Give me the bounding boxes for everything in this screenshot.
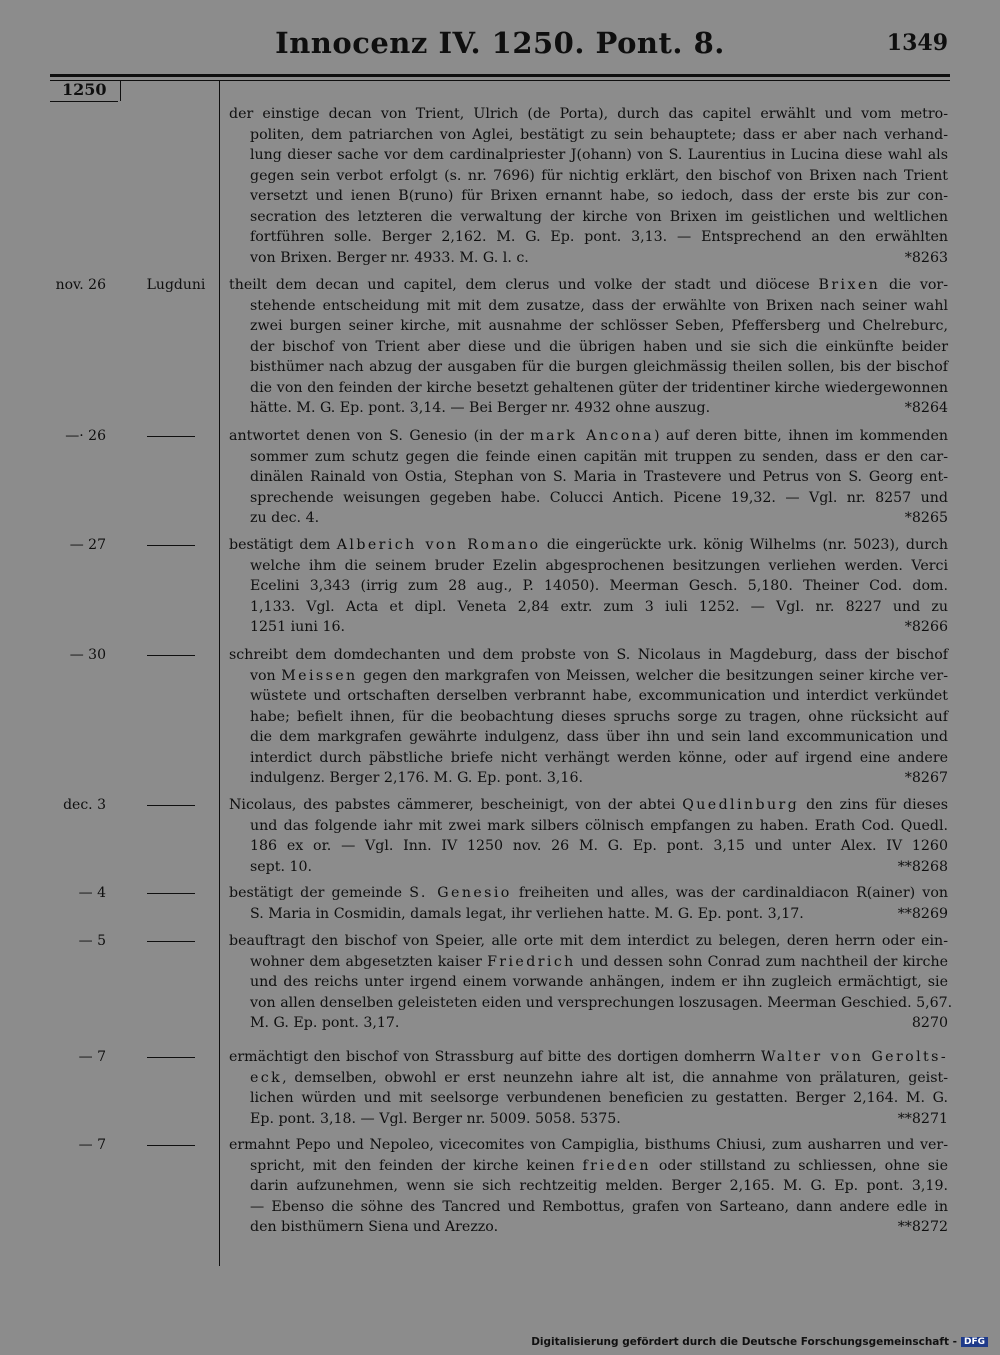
footer <box>531 1336 988 1348</box>
entry-date: nov. 26 <box>55 277 106 293</box>
text-run: , demselben, obwohl er erst neunzehn iahre alt ist, die annahme von prälaturen, geist- <box>282 1069 948 1086</box>
text-line-last <box>229 248 948 269</box>
text-run: schreibt dem domdechanten und dem probste von S. Nicolaus in Magdeburg, dass der bischof <box>229 647 948 663</box>
text-run: von allen denselben geleisteten eiden und versprechungen loszusagen. Meerman Geschied. 5,67. <box>250 994 953 1011</box>
spaced-name: Walter von Gerolts- <box>760 1049 949 1065</box>
text-run: fortführen solle. Berger 2,162. M. G. Ep. pont. 3,13. — Entsprechend an den erwählten <box>250 229 948 245</box>
text-line-last <box>229 1013 948 1034</box>
entry-date: —· 26 <box>65 428 106 444</box>
year-label: 1250 <box>62 80 107 99</box>
text-run: darin aufzunehmen, wenn sie sich rechtzeitig melden. Berger 2,165. M. G. Ep. pont. 3,19. <box>250 1178 948 1194</box>
text-line-last <box>229 1217 948 1238</box>
entry-date: — 7 <box>78 1049 106 1065</box>
text-line <box>229 535 948 556</box>
text-run: gegen den markgrafen von Meissen, welcher die besitzungen seiner kirche ver- <box>357 667 948 684</box>
footer-text: Digitalisierung gefördert durch die Deutsche Forschungsgemeinschaft - <box>531 1336 957 1348</box>
text-line <box>229 275 948 296</box>
place-ditto-dash <box>147 655 195 656</box>
text-line-last <box>229 768 948 789</box>
text-line <box>229 748 948 769</box>
spaced-name: Friedrich <box>487 953 576 970</box>
text-line-last <box>229 398 948 419</box>
text-line <box>229 576 948 597</box>
text-run: secration des letzteren die verwaltung der kirche von Brixen im geistlichen und weltlichen <box>250 208 948 225</box>
text-line <box>229 686 948 707</box>
place-ditto-dash <box>147 1145 195 1146</box>
text-run: bestätigt dem <box>229 537 337 553</box>
text-line <box>229 337 948 358</box>
text-line <box>229 227 948 248</box>
text-line <box>229 104 948 125</box>
regest-number: *8265 <box>904 510 948 526</box>
text-run: zwei burgen seiner kirche, mit ausnahme der schlösser Seben, Pfeffersberg und Chelreburc, <box>250 318 948 334</box>
entry-text <box>229 275 948 419</box>
regest-number: **8268 <box>897 858 948 875</box>
spaced-name: Quedlinburg <box>682 797 800 813</box>
text-run: dinälen Rainald von Ostia, Stephan von S. Maria in Trastevere und Petrus von S. Georg ent- <box>250 469 948 485</box>
text-line <box>229 1068 948 1089</box>
place-ditto-dash <box>147 545 195 546</box>
text-line-last <box>229 508 948 529</box>
text-run: interdict durch päbstliche briefe nicht verhängt werden könne, oder auf irgend eine andere <box>250 749 948 766</box>
entry-text <box>229 645 948 789</box>
text-run: versetzt und ienen B(runo) für Brixen ernannt habe, so iedoch, dass der erste bis zur con- <box>250 188 948 204</box>
text-run: lung dieser sache vor dem cardinalpriester J(ohann) von S. Laurentius in Lucina diese wahl als <box>250 147 948 163</box>
text-run: zu dec. 4. <box>250 510 320 526</box>
regest-number: **8269 <box>897 905 948 922</box>
text-line <box>229 666 948 687</box>
text-line <box>229 795 948 816</box>
entry-text <box>229 104 948 268</box>
text-run: ) auf deren bitte, ihnen im kommenden <box>653 428 949 444</box>
entry-text <box>229 883 948 924</box>
spaced-name: Alberich von Romano <box>336 537 541 553</box>
spaced-name: mark Ancona <box>530 428 654 444</box>
text-run: den bisthümern Siena und Arezzo. <box>250 1219 499 1235</box>
text-line <box>229 1197 948 1218</box>
place-ditto-dash <box>147 436 195 437</box>
place-ditto-dash <box>147 805 195 806</box>
text-run: politen, dem patriarchen von Aglei, bestätigt zu sein behauptete; dass er aber nach verhand- <box>250 126 948 143</box>
text-line <box>229 1156 948 1177</box>
text-line <box>229 207 948 228</box>
text-line-last <box>229 1109 948 1130</box>
text-line <box>229 426 948 447</box>
text-line <box>229 972 948 993</box>
spaced-name: S. Genesio <box>409 885 512 901</box>
text-run: der einstige decan von Trient, Ulrich (de Porta), durch das capitel erwählt und vom metro- <box>229 106 948 122</box>
text-line-last <box>229 857 948 878</box>
text-run: beauftragt den bischof von Speier, alle orte mit dem interdict zu belegen, deren herrn oder ein- <box>229 933 948 949</box>
text-run: 1251 iuni 16. <box>250 619 346 635</box>
text-line <box>229 597 948 618</box>
text-line <box>229 145 948 166</box>
text-line <box>229 186 948 207</box>
text-run: welche ihm die seinem bruder Ezelin abgesprochenen besitzungen verliehen werden. Verci <box>250 557 948 574</box>
text-line <box>229 378 948 399</box>
text-run: ermahnt Pepo und Nepoleo, vicecomites von Campiglia, bisthums Chiusi, zum ausharren und ver- <box>229 1137 948 1153</box>
text-run: S. Maria in Cosmidin, damals legat, ihr verliehen hatte. M. G. Ep. pont. 3,17. <box>250 905 804 922</box>
text-line <box>229 1135 948 1156</box>
column-divider-text <box>219 81 220 1266</box>
text-line <box>229 488 948 509</box>
text-line <box>229 727 948 748</box>
entry-date: — 7 <box>78 1137 106 1153</box>
entry-place: Lugduni <box>146 277 206 293</box>
text-run: und des reichs unter irgend einem vorwande anhängen, indem er ihn zugleich ermächtigt, sie <box>250 974 948 990</box>
header-rule-thick <box>50 74 950 77</box>
regest-number: 8270 <box>911 1015 948 1031</box>
text-line <box>229 357 948 378</box>
text-run: lichen würden und mit seelsorge verbundenen beneficien zu gestatten. Berger 2,164. M. G. <box>250 1090 948 1106</box>
place-ditto-dash <box>147 893 195 894</box>
text-run: oder stillstand zu schliessen, ohne sie <box>650 1157 948 1174</box>
text-run: habe; befielt ihnen, für die beobachtung dieses spruchs sorge zu tragen, ohne rücksicht auf <box>250 708 948 725</box>
text-line <box>229 645 948 666</box>
text-line <box>229 467 948 488</box>
regest-number: *8266 <box>904 619 948 635</box>
text-run: die eingerückte urk. könig Wilhelms (nr. 5023), durch <box>540 537 948 553</box>
year-underline <box>50 101 118 102</box>
text-line <box>229 952 948 973</box>
text-line <box>229 883 948 904</box>
entry-text <box>229 535 948 638</box>
text-run: theilt dem decan und capitel, dem clerus und volke der stadt und diöcese <box>229 277 819 293</box>
text-line <box>229 166 948 187</box>
text-run: die dem markgrafen gewährte indulgenz, dass über ihn und sein land excommunication und <box>250 729 948 745</box>
page-title: Innocenz IV. 1250. Pont. 8. <box>275 26 725 60</box>
text-run: sprechende weisungen gegeben habe. Colucci Antich. Picene 19,32. — Vgl. nr. 8257 und <box>250 489 948 506</box>
text-run: stehende entscheidung mit mit dem zusatze, dass der erwählte von Brixen nach seiner wahl <box>250 297 948 314</box>
text-run: Ecelini 3,343 (irrig zum 28 aug., P. 14050). Meerman Gesch. 5,180. Theiner Cod. dom. <box>250 578 948 594</box>
text-run: der bischof von Trient aber diese und die übrigen haben und sie sich die einkünfte beider <box>250 338 948 355</box>
text-run: antwortet denen von S. Genesio (in der <box>229 428 531 444</box>
text-line <box>229 447 948 468</box>
entry-text <box>229 1047 948 1129</box>
entry-text <box>229 1135 948 1238</box>
text-run: und dessen sohn Conrad zum nachtheil der kirche <box>575 953 948 970</box>
text-line <box>229 316 948 337</box>
text-run: freiheiten und alles, was der cardinaldiacon R(ainer) von <box>511 885 948 901</box>
text-run: bestätigt der gemeinde <box>229 885 410 901</box>
text-run: spricht, mit den feinden der kirche keinen <box>250 1157 583 1174</box>
text-line <box>229 931 948 952</box>
place-ditto-dash <box>147 1057 195 1058</box>
text-run: den zins für dieses <box>799 797 948 813</box>
entry-date: — 27 <box>69 537 106 553</box>
text-run: die von den feinden der kirche besetzt gehaltenen güter der tridentiner kirche wiedergewonnen <box>250 379 948 396</box>
regest-number: **8272 <box>897 1219 948 1235</box>
text-line <box>229 125 948 146</box>
text-line <box>229 993 953 1014</box>
text-run: Ep. pont. 3,18. — Vgl. Berger nr. 5009. 5058. 5375. <box>250 1110 621 1127</box>
text-line <box>229 836 948 857</box>
text-run: 186 ex or. — Vgl. Inn. IV 1250 nov. 26 M. G. Ep. pont. 3,15 und unter Alex. IV 1260 <box>250 838 948 854</box>
text-run: 1,133. Vgl. Acta et dipl. Veneta 2,84 extr. zum 3 iuli 1252. — Vgl. nr. 8227 und zu <box>250 598 948 615</box>
text-run: indulgenz. Berger 2,176. M. G. Ep. pont. 3,16. <box>250 770 583 786</box>
text-line-last <box>229 617 948 638</box>
text-run: — Ebenso die söhne des Tancred und Rembottus, grafen von Sarteano, dann andere edle in <box>250 1198 948 1215</box>
text-run: Nicolaus, des pabstes cämmerer, bescheinigt, von der abtei <box>229 797 683 813</box>
text-line <box>229 1088 948 1109</box>
regest-number: *8267 <box>904 770 948 786</box>
entry-date: — 30 <box>69 647 106 663</box>
text-line <box>229 296 948 317</box>
header-rule-thin <box>50 80 950 81</box>
text-run: ermächtigt den bischof von Strassburg auf bitte des dortigen domherrn <box>229 1049 761 1065</box>
regest-number: **8271 <box>897 1110 948 1127</box>
text-line <box>229 556 948 577</box>
text-run: sommer zum schutz gegen die feinde einen capitän mit truppen zu senden, dass er den car- <box>250 448 948 465</box>
text-run: wüstete und ortschaften derselben verbrannt habe, excommunication und interdict verkündet <box>250 688 948 704</box>
regest-number: *8264 <box>904 400 948 416</box>
text-run: die vor- <box>880 277 948 293</box>
text-run: hätte. M. G. Ep. pont. 3,14. — Bei Berger nr. 4932 ohne auszug. <box>250 400 711 416</box>
dfg-logo: DFG <box>961 1337 988 1347</box>
text-line <box>229 707 948 728</box>
place-ditto-dash <box>147 941 195 942</box>
text-run: sept. 10. <box>250 858 313 875</box>
entry-date: dec. 3 <box>63 797 106 813</box>
page-number: 1349 <box>886 30 948 56</box>
text-run: bisthümer nach abzug der ausgaben für die burgen gleichmässig theilen sollen, bis der bischof <box>250 359 948 375</box>
text-run: gegen sein verbot erfolgt (s. nr. 7696) für nichtig erklärt, den bischof von Brixen nach Trient <box>250 167 948 184</box>
text-line-last <box>229 904 948 925</box>
text-run: M. G. Ep. pont. 3,17. <box>250 1015 400 1031</box>
entry-date: — 5 <box>78 933 106 949</box>
spaced-name: Meissen <box>281 667 358 684</box>
spaced-name: Brixen <box>818 277 881 293</box>
column-divider-date <box>120 81 121 101</box>
text-line <box>229 1176 948 1197</box>
entry-date: — 4 <box>78 885 106 901</box>
entry-text <box>229 426 948 529</box>
regest-number: *8263 <box>904 249 948 266</box>
entry-text <box>229 795 948 877</box>
text-run: von Brixen. Berger nr. 4933. M. G. l. c. <box>250 249 529 266</box>
spaced-name: eck <box>250 1069 283 1086</box>
spaced-name: frieden <box>582 1157 651 1174</box>
text-line <box>229 816 948 837</box>
text-run: und das folgende iahr mit zwei mark silbers cölnisch empfangen zu haben. Erath Cod. Quedl. <box>250 817 948 834</box>
text-run: von <box>250 667 282 684</box>
entry-text <box>229 931 953 1034</box>
text-run: wohner dem abgesetzten kaiser <box>250 953 488 970</box>
text-line <box>229 1047 948 1068</box>
